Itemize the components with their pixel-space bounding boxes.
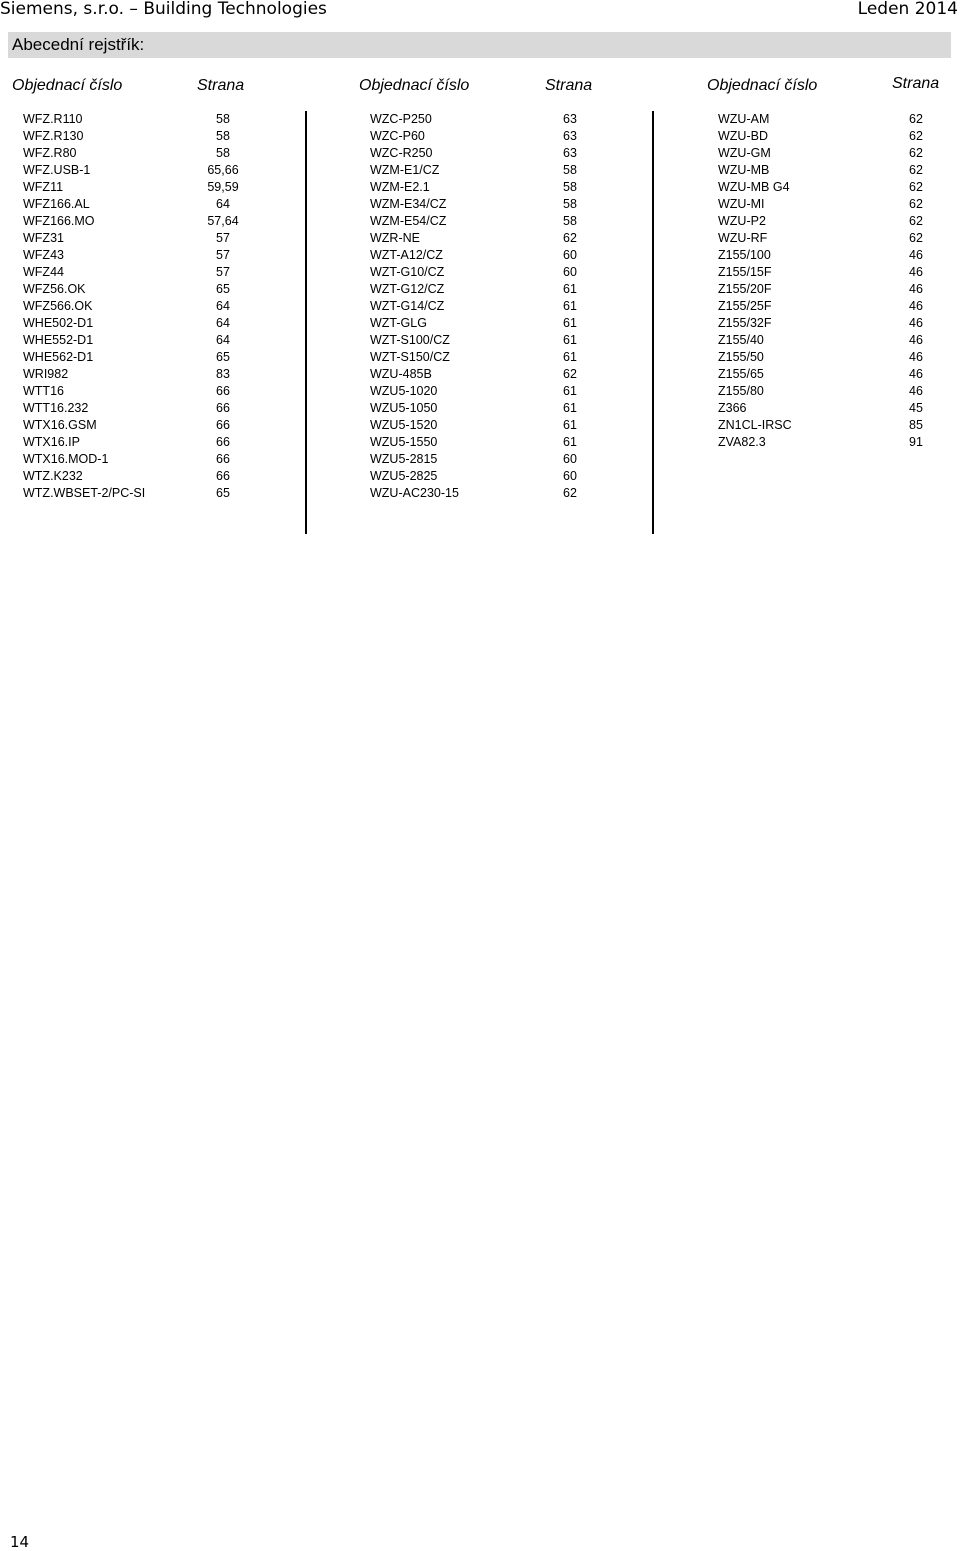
- order-number: WZM-E1/CZ: [370, 163, 440, 177]
- order-number: WTX16.MOD-1: [23, 452, 109, 466]
- column-divider: [652, 111, 654, 534]
- page-reference: 62: [909, 112, 923, 126]
- page-reference: 64: [216, 333, 230, 347]
- order-number: WFZ.R130: [23, 129, 84, 143]
- order-number: WZT-S150/CZ: [370, 350, 450, 364]
- order-number: WZT-A12/CZ: [370, 248, 443, 262]
- page-reference: 83: [216, 367, 230, 381]
- order-number: Z155/40: [718, 333, 764, 347]
- page-reference: 61: [563, 350, 577, 364]
- page-reference: 46: [909, 316, 923, 330]
- page-reference: 45: [909, 401, 923, 415]
- order-number: ZN1CL-IRSC: [718, 418, 792, 432]
- order-number: WFZ166.AL: [23, 197, 90, 211]
- page-reference: 63: [563, 129, 577, 143]
- page-reference: 62: [563, 486, 577, 500]
- page-reference: 61: [563, 333, 577, 347]
- order-number: WTT16: [23, 384, 64, 398]
- page-reference: 61: [563, 418, 577, 432]
- col3-page-header: Strana: [892, 75, 940, 92]
- page-reference: 62: [909, 163, 923, 177]
- order-number: WZU-BD: [718, 129, 768, 143]
- order-number: WZU-AC230-15: [370, 486, 459, 500]
- page-reference: 58: [563, 197, 577, 211]
- page-reference: 57: [216, 265, 230, 279]
- order-number: WZU5-1520: [370, 418, 438, 432]
- page-reference: 66: [216, 435, 230, 449]
- page-reference: 46: [909, 333, 923, 347]
- order-number: WZM-E54/CZ: [370, 214, 447, 228]
- order-number: WTZ.K232: [23, 469, 83, 483]
- page-reference: 66: [216, 452, 230, 466]
- order-number: WFZ56.OK: [23, 282, 86, 296]
- col1-order-header: Objednací číslo: [12, 77, 123, 94]
- order-number: WZU-MB: [718, 163, 770, 177]
- order-number: WZM-E2.1: [370, 180, 430, 194]
- page-reference: 65: [216, 486, 230, 500]
- column-divider: [305, 111, 307, 534]
- order-number: Z155/100: [718, 248, 771, 262]
- page-reference: 64: [216, 316, 230, 330]
- page-reference: 46: [909, 299, 923, 313]
- order-number: WFZ.R110: [23, 112, 83, 126]
- col2-order-header: Objednací číslo: [359, 77, 470, 94]
- order-number: WZT-S100/CZ: [370, 333, 450, 347]
- page-reference: 65,66: [207, 163, 239, 177]
- order-number: WZU5-1550: [370, 435, 438, 449]
- page-number: 14: [10, 1533, 30, 1551]
- col3-order-header: Objednací číslo: [707, 77, 818, 94]
- section-title: Abecední rejstřík:: [12, 35, 145, 54]
- page-reference: 46: [909, 350, 923, 364]
- order-number: WZU5-1020: [370, 384, 438, 398]
- page-reference: 58: [216, 146, 230, 160]
- page-reference: 66: [216, 384, 230, 398]
- order-number: WHE552-D1: [23, 333, 94, 347]
- page-reference: 46: [909, 367, 923, 381]
- page-reference: 62: [909, 214, 923, 228]
- order-number: WZC-P250: [370, 112, 432, 126]
- page-reference: 60: [563, 469, 577, 483]
- page-reference: 61: [563, 435, 577, 449]
- order-number: WTT16.232: [23, 401, 89, 415]
- page-reference: 63: [563, 146, 577, 160]
- page-reference: 46: [909, 282, 923, 296]
- order-number: Z155/20F: [718, 282, 772, 296]
- order-number: WZT-GLG: [370, 316, 427, 330]
- page-reference: 46: [909, 248, 923, 262]
- order-number: Z366: [718, 401, 747, 415]
- page-reference: 65: [216, 350, 230, 364]
- page-reference: 66: [216, 401, 230, 415]
- page-reference: 61: [563, 316, 577, 330]
- col2-page-header: Strana: [545, 77, 593, 94]
- order-number: WFZ31: [23, 231, 64, 245]
- page-reference: 62: [909, 231, 923, 245]
- page-reference: 65: [216, 282, 230, 296]
- order-number: WZU-485B: [370, 367, 432, 381]
- order-number: WHE502-D1: [23, 316, 94, 330]
- section-title-bar: [8, 32, 951, 58]
- order-number: WZC-R250: [370, 146, 433, 160]
- order-number: ZVA82.3: [718, 435, 766, 449]
- page-reference: 66: [216, 469, 230, 483]
- order-number: WFZ43: [23, 248, 64, 262]
- page-reference: 62: [909, 129, 923, 143]
- order-number: WTX16.GSM: [23, 418, 97, 432]
- order-number: WZU5-2815: [370, 452, 438, 466]
- page-reference: 57: [216, 248, 230, 262]
- order-number: Z155/80: [718, 384, 764, 398]
- order-number: WFZ11: [23, 180, 64, 194]
- page-reference: 58: [216, 112, 230, 126]
- order-number: WZT-G14/CZ: [370, 299, 445, 313]
- page-reference: 60: [563, 248, 577, 262]
- order-number: WZC-P60: [370, 129, 425, 143]
- page-reference: 62: [563, 231, 577, 245]
- order-number: Z155/50: [718, 350, 764, 364]
- page-reference: 46: [909, 384, 923, 398]
- page-reference: 64: [216, 299, 230, 313]
- page-reference: 60: [563, 265, 577, 279]
- header-date: Leden 2014: [857, 0, 958, 19]
- page-reference: 62: [909, 197, 923, 211]
- order-number: WFZ.R80: [23, 146, 77, 160]
- page-reference: 57,64: [207, 214, 239, 228]
- order-number: WZM-E34/CZ: [370, 197, 447, 211]
- page-reference: 61: [563, 401, 577, 415]
- order-number: WFZ44: [23, 265, 64, 279]
- page-reference: 58: [563, 163, 577, 177]
- page-reference: 59,59: [207, 180, 239, 194]
- order-number: WFZ566.OK: [23, 299, 93, 313]
- order-number: Z155/65: [718, 367, 764, 381]
- order-number: WZU-GM: [718, 146, 771, 160]
- page-reference: 57: [216, 231, 230, 245]
- order-number: Z155/32F: [718, 316, 772, 330]
- page-reference: 62: [909, 180, 923, 194]
- order-number: WZT-G10/CZ: [370, 265, 445, 279]
- page-reference: 61: [563, 299, 577, 313]
- page-reference: 66: [216, 418, 230, 432]
- order-number: WZU5-1050: [370, 401, 438, 415]
- order-number: WHE562-D1: [23, 350, 94, 364]
- page-reference: 85: [909, 418, 923, 432]
- order-number: WFZ166.MO: [23, 214, 95, 228]
- order-number: WFZ.USB-1: [23, 163, 91, 177]
- order-number: WRI982: [23, 367, 69, 381]
- page-reference: 91: [909, 435, 923, 449]
- page-reference: 61: [563, 384, 577, 398]
- page-reference: 64: [216, 197, 230, 211]
- page-reference: 58: [216, 129, 230, 143]
- col1-page-header: Strana: [197, 77, 245, 94]
- page-reference: 60: [563, 452, 577, 466]
- page-reference: 63: [563, 112, 577, 126]
- page-reference: 61: [563, 282, 577, 296]
- order-number: WZU5-2825: [370, 469, 438, 483]
- order-number: WZR-NE: [370, 231, 420, 245]
- order-number: WZT-G12/CZ: [370, 282, 445, 296]
- order-number: WZU-MB G4: [718, 180, 790, 194]
- order-number: Z155/25F: [718, 299, 772, 313]
- page-reference: 58: [563, 214, 577, 228]
- header-company: Siemens, s.r.o. – Building Technologies: [0, 0, 327, 19]
- page-reference: 62: [909, 146, 923, 160]
- order-number: WZU-P2: [718, 214, 766, 228]
- order-number: WTZ.WBSET-2/PC-SI: [23, 486, 146, 500]
- order-number: WZU-RF: [718, 231, 768, 245]
- page-reference: 58: [563, 180, 577, 194]
- order-number: WTX16.IP: [23, 435, 80, 449]
- page-reference: 46: [909, 265, 923, 279]
- order-number: WZU-MI: [718, 197, 765, 211]
- order-number: WZU-AM: [718, 112, 770, 126]
- order-number: Z155/15F: [718, 265, 772, 279]
- page-reference: 62: [563, 367, 577, 381]
